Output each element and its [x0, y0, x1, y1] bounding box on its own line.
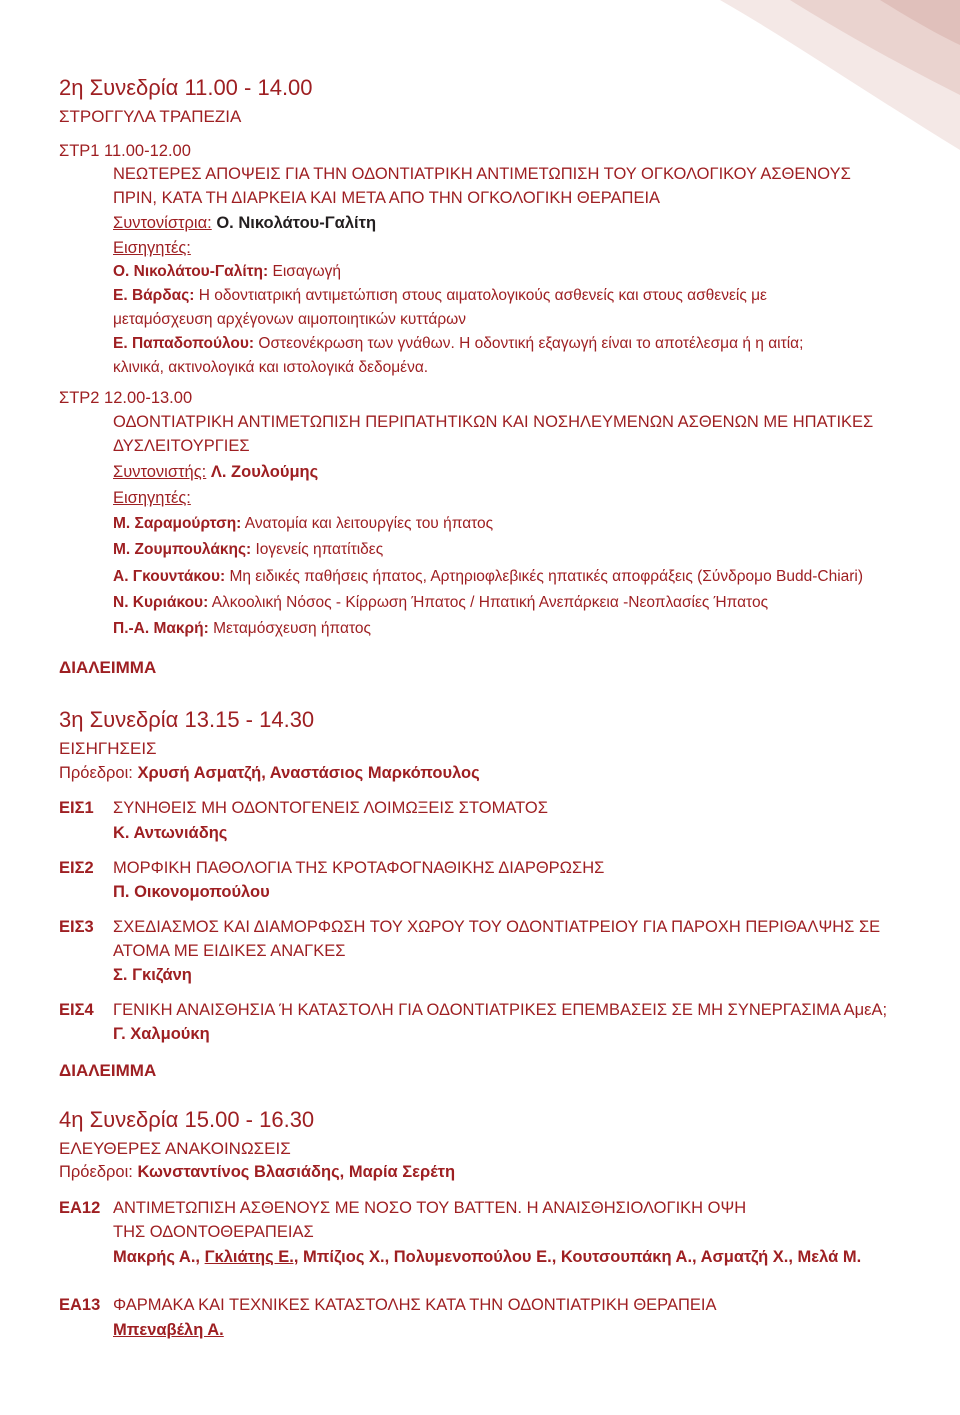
- str2-talk: [113, 621, 371, 637]
- str2-talk: [113, 569, 863, 585]
- session-4-subtitle: ΕΛΕΥΘΕΡΕΣ ΑΝΑΚΟΙΝΩΣΕΙΣ: [59, 1139, 291, 1158]
- abstract-title: ΦΑΡΜΑΚΑ ΚΑΙ ΤΕΧΝΙΚΕΣ ΚΑΤΑΣΤΟΛΗΣ ΚΑΤΑ ΤΗΝ ΟΔΟΝΤΙΑΤΡΙΚΗ ΘΕΡΑΠΕΙΑ: [113, 1296, 717, 1314]
- abstract-title-line2: ΤΗΣ ΟΔΟΝΤΟΘΕΡΑΠΕΙΑΣ: [113, 1223, 314, 1241]
- str2-talk: [113, 595, 768, 611]
- talk-topic: Ιογενείς ηπατίτιδες: [255, 541, 384, 558]
- talk-topic: Η οδοντιατρική αντιμετώπιση στους αιματολογικούς ασθενείς και στους ασθενείς με: [198, 287, 767, 304]
- presenting-author: Μπεναβέλη Α.: [113, 1321, 224, 1339]
- str2-title-line1: ΟΔΟΝΤΙΑΤΡΙΚΗ ΑΝΤΙΜΕΤΩΠΙΣΗ ΠΕΡΙΠΑΤΗΤΙΚΩΝ ΚΑΙ ΝΟΣΗΛΕΥΜΕΝΩΝ ΑΣΘΕΝΩΝ ΜΕ ΗΠΑΤΙΚΕΣ: [113, 413, 874, 431]
- coordinator-name: Ο. Νικολάτου-Γαλίτη: [216, 214, 377, 232]
- speaker-name: Ε. Παπαδοπούλου:: [113, 335, 255, 352]
- talk-topic: Εισαγωγή: [272, 263, 342, 280]
- abstract-authors: [113, 1249, 861, 1266]
- str2-talk: [113, 516, 493, 532]
- str2-talk: [113, 542, 383, 558]
- session-4-chairs: [59, 1164, 455, 1181]
- abstract-title: ΑΝΤΙΜΕΤΩΠΙΣΗ ΑΣΘΕΝΟΥΣ ΜΕ ΝΟΣΟ ΤΟΥ BATTEN. Η ΑΝΑΙΣΘΗΣΙΟΛΟΓΙΚΗ ΟΨΗ: [113, 1199, 747, 1217]
- talk-topic: Μη ειδικές παθήσεις ήπατος, Αρτηριοφλεβικές ηπατικές αποφράξεις (Σύνδρομο Budd-Chiari): [229, 568, 864, 585]
- author: Μακρής Α.,: [113, 1248, 201, 1266]
- talk-topic-continued: μεταμόσχευση αρχέγονων αιμοποιητικών κυττάρων: [113, 311, 467, 328]
- lecture-speaker: Κ. Αντωνιάδης: [113, 824, 228, 842]
- speaker-name: Μ. Σαραμούρτση:: [113, 515, 242, 532]
- str1-title-line2: ΠΡΙΝ, ΚΑΤΑ ΤΗ ΔΙΑΡΚΕΙΑ ΚΑΙ ΜΕΤΑ ΑΠΟ ΤΗΝ ΟΓΚΟΛΟΓΙΚΗ ΘΕΡΑΠΕΙΑ: [113, 189, 661, 207]
- talk-topic-continued: κλινικά, ακτινολογικά και ιστολογικά δεδομένα.: [113, 359, 429, 376]
- str1-speakers-label: Εισηγητές:: [113, 239, 191, 257]
- str1-talk: [113, 336, 803, 352]
- session-3-chairs: [59, 765, 480, 782]
- str2-title-line2: ΔΥΣΛΕΙΤΟΥΡΓΙΕΣ: [113, 437, 250, 455]
- chairs-label: Πρόεδροι:: [59, 1163, 133, 1181]
- str1-code: ΣΤΡ1 11.00-12.00: [59, 142, 191, 160]
- lecture-title-line2: ΑΤΟΜΑ ΜΕ ΕΙΔΙΚΕΣ ΑΝΑΓΚΕΣ: [113, 942, 346, 960]
- lecture-code: ΕΙΣ3: [59, 918, 94, 936]
- lecture-speaker: Σ. Γκιζάνη: [113, 966, 192, 984]
- abstract-code: ΕΑ13: [59, 1296, 101, 1314]
- session-4-title: 4η Συνεδρία 15.00 - 16.30: [59, 1107, 315, 1132]
- chairs-names: Κωνσταντίνος Βλασιάδης, Μαρία Σερέτη: [137, 1163, 456, 1181]
- speaker-name: Ο. Νικολάτου-Γαλίτη:: [113, 263, 269, 280]
- presenting-author: Γκλιάτης Ε.,: [204, 1248, 299, 1266]
- speaker-name: Ε. Βάρδας:: [113, 287, 195, 304]
- session-2-title: 2η Συνεδρία 11.00 - 14.00: [59, 75, 313, 100]
- str1-title-line1: ΝΕΩΤΕΡΕΣ ΑΠΟΨΕΙΣ ΓΙΑ ΤΗΝ ΟΔΟΝΤΙΑΤΡΙΚΗ ΑΝΤΙΜΕΤΩΠΙΣΗ ΤΟΥ ΟΓΚΟΛΟΓΙΚΟΥ ΑΣΘΕΝΟΥΣ: [113, 165, 851, 183]
- break-label: ΔΙΑΛΕΙΜΜΑ: [59, 658, 157, 677]
- session-2-subtitle: ΣΤΡΟΓΓΥΛΑ ΤΡΑΠΕΖΙΑ: [59, 107, 242, 126]
- coordinator-label: Συντονιστής:: [113, 463, 207, 481]
- session-3-title: 3η Συνεδρία 13.15 - 14.30: [59, 707, 315, 732]
- abstract-code: ΕΑ12: [59, 1199, 101, 1217]
- session-3-subtitle: ΕΙΣΗΓΗΣΕΙΣ: [59, 739, 157, 758]
- str1-talk: [113, 288, 767, 304]
- lecture-code: ΕΙΣ4: [59, 1001, 94, 1019]
- lecture-speaker: Π. Οικονομοπούλου: [113, 883, 270, 901]
- talk-topic: Οστεονέκρωση των γνάθων. Η οδοντική εξαγωγή είναι το αποτέλεσμα ή η αιτία;: [258, 335, 804, 352]
- speaker-name: Ν. Κυριάκου:: [113, 594, 209, 611]
- speaker-name: Μ. Ζουμπουλάκης:: [113, 541, 252, 558]
- coordinator-name: Λ. Ζουλούμης: [210, 463, 319, 481]
- lecture-code: ΕΙΣ1: [59, 799, 94, 817]
- break-label: ΔΙΑΛΕΙΜΜΑ: [59, 1061, 157, 1080]
- speaker-name: Α. Γκουντάκου:: [113, 568, 226, 585]
- chairs-label: Πρόεδροι:: [59, 764, 133, 782]
- talk-topic: Μεταμόσχευση ήπατος: [213, 620, 371, 637]
- str2-coordinator: [113, 464, 318, 481]
- lecture-title: ΓΕΝΙΚΗ ΑΝΑΙΣΘΗΣΙΑ Ή ΚΑΤΑΣΤΟΛΗ ΓΙΑ ΟΔΟΝΤΙΑΤΡΙΚΕΣ ΕΠΕΜΒΑΣΕΙΣ ΣΕ ΜΗ ΣΥΝΕΡΓΑΣΙΜΑ ΑμεΑ;: [113, 1001, 888, 1019]
- talk-topic: Ανατομία και λειτουργίες του ήπατος: [244, 515, 494, 532]
- str2-speakers-label: Εισηγητές:: [113, 489, 191, 507]
- coordinator-label: Συντονίστρια:: [113, 214, 212, 232]
- lecture-title: ΣΧΕΔΙΑΣΜΟΣ ΚΑΙ ΔΙΑΜΟΡΦΩΣΗ ΤΟΥ ΧΩΡΟΥ ΤΟΥ ΟΔΟΝΤΙΑΤΡΕΙΟΥ ΓΙΑ ΠΑΡΟΧΗ ΠΕΡΙΘΑΛΨΗΣ ΣΕ: [113, 918, 881, 936]
- lecture-code: ΕΙΣ2: [59, 859, 94, 877]
- author: Μπίζιος Χ., Πολυμενοπούλου Ε., Κουτσουπάκη Α., Ασματζή Χ., Μελά Μ.: [303, 1248, 862, 1266]
- str1-coordinator: [113, 215, 376, 232]
- speaker-name: Π.-Α. Μακρή:: [113, 620, 209, 637]
- lecture-title: ΣΥΝΗΘΕΙΣ ΜΗ ΟΔΟΝΤΟΓΕΝΕΙΣ ΛΟΙΜΩΞΕΙΣ ΣΤΟΜΑΤΟΣ: [113, 799, 548, 817]
- str2-code: ΣΤΡ2 12.00-13.00: [59, 389, 193, 407]
- chairs-names: Χρυσή Ασματζή, Αναστάσιος Μαρκόπουλος: [137, 764, 480, 782]
- lecture-title: ΜΟΡΦΙΚΗ ΠΑΘΟΛΟΓΙΑ ΤΗΣ ΚΡΟΤΑΦΟΓΝΑΘΙΚΗΣ ΔΙΑΡΘΡΩΣΗΣ: [113, 859, 605, 877]
- lecture-speaker: Γ. Χαλμούκη: [113, 1025, 210, 1043]
- str1-talk: [113, 264, 341, 280]
- talk-topic: Αλκοολική Νόσος - Κίρρωση Ήπατος / Ηπατική Ανεπάρκεια -Νεοπλασίες Ήπατος: [211, 594, 769, 611]
